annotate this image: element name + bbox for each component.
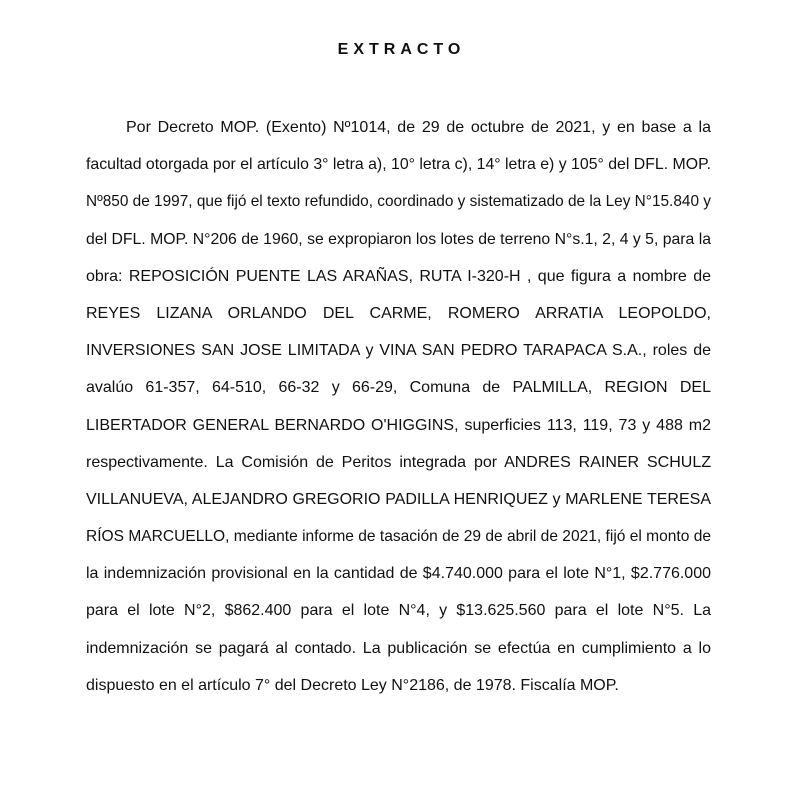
body-line: indemnización se pagará al contado. La publicación se efectúa en cumplimiento a lo (86, 639, 711, 657)
body-line: INVERSIONES SAN JOSE LIMITADA y VINA SAN PEDRO TARAPACA S.A., roles de (86, 342, 711, 360)
body-line: Por Decreto MOP. (Exento) Nº1014, de 29 de octubre de 2021, y en base a la (126, 119, 711, 136)
body-line: para el lote N°2, $862.400 para el lote N°4, y $13.625.560 para el lote N°5. La (86, 602, 711, 620)
body-line: facultad otorgada por el artículo 3° letra a), 10° letra c), 14° letra e) y 105° del DFL. MOP. (86, 156, 712, 174)
body-line: dispuesto en el artículo 7° del Decreto Ley N°2186, de 1978. Fiscalía MOP. (86, 676, 619, 694)
body-line: VILLANUEVA, ALEJANDRO GREGORIO PADILLA HENRIQUEZ y MARLENE TERESA (86, 490, 711, 508)
body-line: LIBERTADOR GENERAL BERNARDO O'HIGGINS, superficies 113, 119, 73 y 488 m2 (86, 416, 711, 434)
body-line: la indemnización provisional en la cantidad de $4.740.000 para el lote N°1, $2.776.000 (86, 565, 711, 583)
body-line: RÍOS MARCUELLO, mediante informe de tasación de 29 de abril de 2021, fijó el monto de (86, 528, 712, 546)
body-line: avalúo 61-357, 64-510, 66-32 y 66-29, Comuna de PALMILLA, REGION DEL (86, 379, 711, 397)
body-line: obra: REPOSICIÓN PUENTE LAS ARAÑAS, RUTA I-320-H , que figura a nombre de (86, 267, 711, 285)
body-line: Nº850 de 1997, que fijó el texto refundido, coordinado y sistematizado de la Ley N°15.840 y (86, 193, 711, 211)
document-title: EXTRACTO (337, 41, 466, 58)
body-line: del DFL. MOP. N°206 de 1960, se expropiaron los lotes de terreno N°s.1, 2, 4 y 5, para la (86, 230, 712, 248)
body-line: REYES LIZANA ORLANDO DEL CARME, ROMERO ARRATIA LEOPOLDO, (86, 304, 711, 322)
extract-body (86, 115, 711, 710)
body-line: respectivamente. La Comisión de Peritos integrada por ANDRES RAINER SCHULZ (86, 453, 711, 471)
